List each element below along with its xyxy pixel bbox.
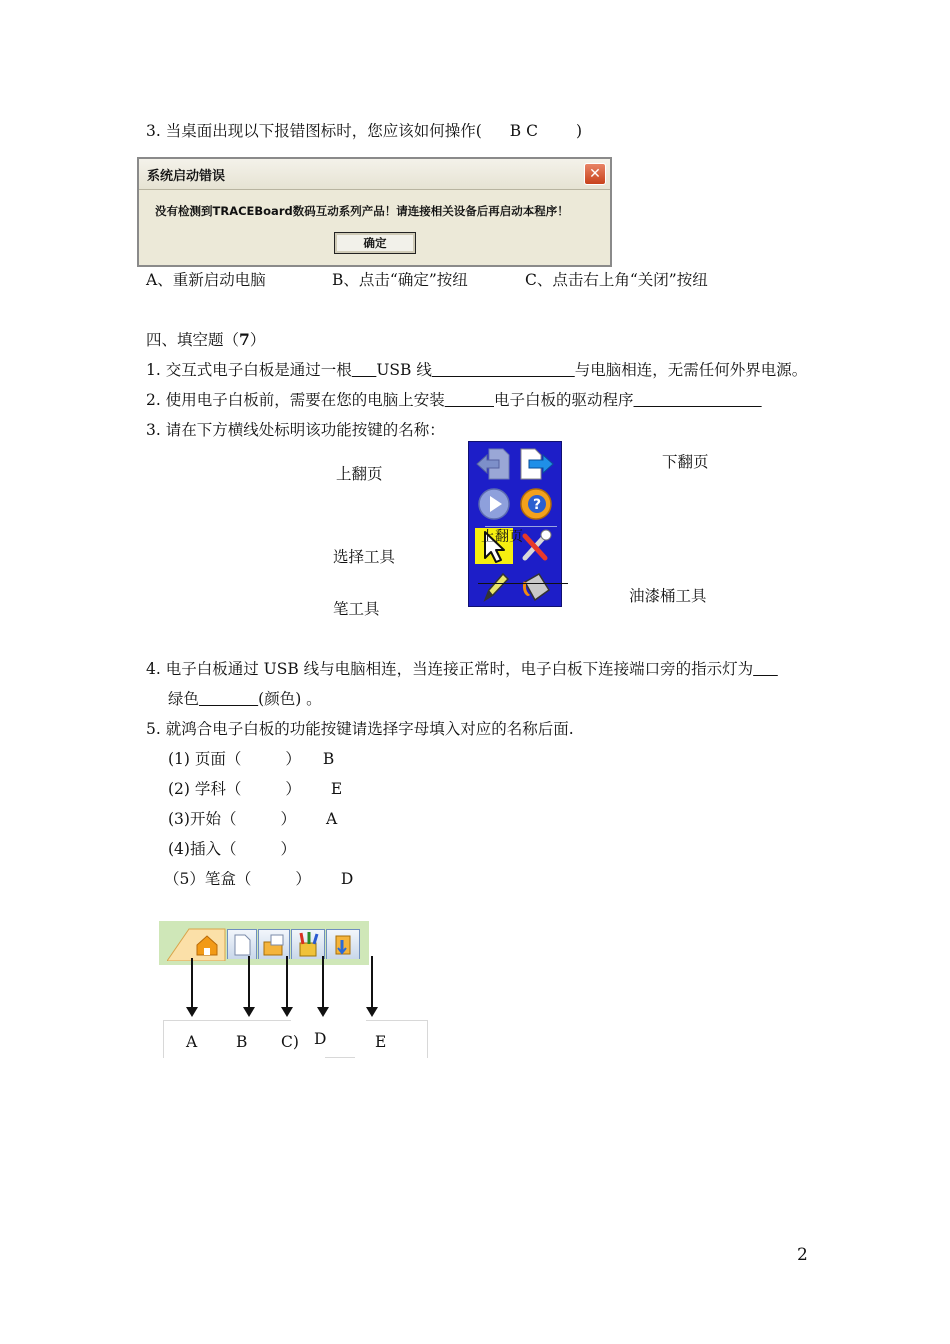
frame-line: [163, 1020, 291, 1021]
arrow-c-head: [281, 1007, 293, 1017]
tab-page[interactable]: [227, 929, 257, 959]
tab-letter: D: [314, 1030, 327, 1048]
match-item-label: （5）笔盒（: [164, 870, 252, 888]
frame-line: [427, 1020, 428, 1058]
match-item-close: ）: [295, 870, 311, 888]
tab-penbox[interactable]: [291, 929, 325, 959]
paint-bucket-icon[interactable]: [517, 568, 555, 604]
match-item: [164, 869, 353, 889]
fill-question-3: 3. 请在下方横线处标明该功能按键的名称：: [146, 421, 445, 439]
fill1-blank-lead: [352, 361, 377, 379]
match-item-answer: D: [340, 870, 354, 888]
page-icon: [228, 930, 256, 958]
fill4-answer: 绿色: [168, 690, 200, 708]
dialog-title: 系统启动错误: [147, 169, 226, 184]
arrow-b-head: [243, 1007, 255, 1017]
question-3-text: 3. 当桌面出现以下报错图标时，您应该如何操作(: [146, 122, 482, 140]
section-heading: [146, 330, 265, 350]
label-page-down: 下翻页: [662, 453, 709, 471]
fill4-blank-tail: [753, 660, 778, 678]
match-item-close: ）: [285, 750, 301, 768]
fill4-line1: 4. 电子白板通过 USB 线与电脑相连，当连接正常时，电子白板下连接端口旁的指示灯为: [146, 660, 754, 678]
fill4-blank: [199, 690, 258, 708]
fill-question-4: [146, 659, 778, 679]
toolbar-overlay-label: 上翻页: [481, 529, 523, 545]
option-c: C、点击右上角“关闭”按纽: [525, 271, 708, 289]
match-item: [168, 749, 334, 769]
match-item-label: (4)插入（: [168, 840, 237, 858]
tab-letter: C): [281, 1033, 299, 1051]
section-heading-end: ）: [249, 331, 266, 349]
match-item-label: (2) 学科（: [168, 780, 242, 798]
option-a: A、重新启动电脑: [146, 271, 266, 289]
page-up-icon[interactable]: [475, 446, 513, 482]
ok-button[interactable]: 确定: [334, 232, 416, 254]
fill4-suffix: (颜色) 。: [258, 690, 322, 708]
question-3-close: ): [575, 122, 583, 140]
arrow-a: [191, 958, 193, 1008]
fill2-blank: [634, 391, 762, 409]
frame-line: [366, 1020, 428, 1021]
toolbar-pointer-line: [478, 583, 568, 584]
page-down-icon[interactable]: [517, 446, 555, 482]
frame-line: [163, 1020, 164, 1058]
fill-question-2: [146, 390, 762, 410]
fill1-suffix: 与电脑相连，无需任何外界电源。: [574, 361, 808, 379]
fill-question-5: 5. 就鸿合电子白板的功能按键请选择字母填入对应的名称后面.: [146, 720, 574, 738]
match-item: [168, 779, 342, 799]
tab-letter: B: [236, 1033, 248, 1051]
tab-letter: A: [186, 1033, 198, 1051]
penbox-icon: [292, 930, 324, 958]
section-heading-text: 四、填空题（: [146, 331, 240, 349]
dialog-message: 没有检测到TRACEBoard数码互动系列产品！请连接相关设备后再启动本程序！: [155, 204, 569, 218]
arrow-d: [322, 956, 324, 1008]
match-item: [168, 839, 296, 859]
subject-icon: [327, 930, 359, 958]
tab-insert[interactable]: [258, 929, 290, 959]
help-icon[interactable]: [517, 486, 555, 522]
match-item-answer: A: [325, 810, 338, 828]
arrow-d-head: [317, 1007, 329, 1017]
tab-letter: E: [375, 1033, 387, 1051]
label-select-tool: 选择工具: [333, 548, 396, 566]
label-page-up: 上翻页: [336, 465, 383, 483]
fill2-blank-lead: [445, 391, 494, 409]
fill1-blank: [432, 361, 575, 379]
arrow-a-head: [186, 1007, 198, 1017]
arrow-c: [286, 956, 288, 1008]
fill2-answer: 电子白板的驱动程序: [494, 391, 634, 409]
page-number: 2: [797, 1245, 808, 1265]
pen-icon[interactable]: [475, 568, 513, 604]
arrow-e: [371, 956, 373, 1008]
match-item: [168, 809, 337, 829]
svg-text:?: ?: [532, 497, 542, 513]
dialog-titlebar: [139, 159, 610, 190]
arrow-b: [248, 956, 250, 1008]
label-bucket-tool: 油漆桶工具: [629, 587, 707, 605]
play-icon[interactable]: [475, 486, 513, 522]
fill2-prefix: 2. 使用电子白板前，需要在您的电脑上安装: [146, 391, 445, 409]
insert-icon: [259, 930, 289, 958]
frame-line: [325, 1057, 355, 1058]
match-item-answer: B: [322, 750, 335, 768]
match-item-answer: E: [330, 780, 343, 798]
fill1-answer: USB 线: [376, 361, 432, 379]
match-item-close: ）: [280, 840, 296, 858]
tab-start[interactable]: [167, 925, 227, 961]
match-item-close: ）: [285, 780, 301, 798]
tab-subject[interactable]: [326, 929, 360, 959]
match-item-label: (1) 页面（: [168, 750, 242, 768]
option-b: B、点击“确定”按纽: [332, 271, 468, 289]
fill-question-4-line2: [168, 689, 322, 709]
fill-question-1: [146, 360, 807, 380]
arrow-e-head: [366, 1007, 378, 1017]
question-3-answer: B C: [509, 122, 538, 140]
section-score: 7: [239, 330, 250, 349]
error-dialog: [137, 157, 612, 267]
question-3: [146, 121, 582, 141]
fill1-prefix: 1. 交互式电子白板是通过一根: [146, 361, 352, 379]
close-icon[interactable]: ✕: [584, 163, 606, 185]
label-pen-tool: 笔工具: [333, 600, 380, 618]
match-item-close: ）: [280, 810, 296, 828]
match-item-label: (3)开始（: [168, 810, 237, 828]
